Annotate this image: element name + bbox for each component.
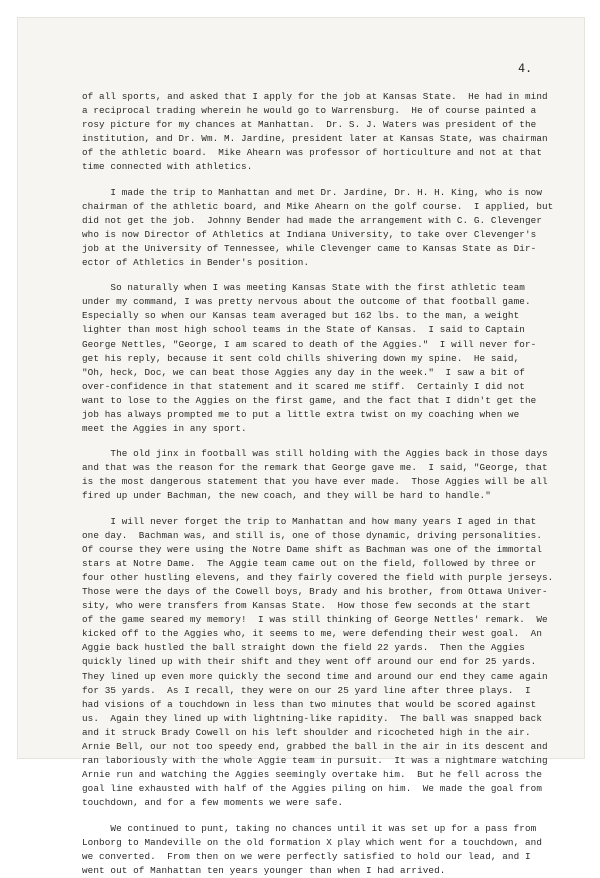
text-line: Lonborg to Mandeville on the old formation X play which went for a touchdown, and [82, 836, 543, 848]
text-line: They lined up even more quickly the second time and around our end they came again [82, 670, 548, 682]
text-line: kicked off to the Aggies who, it seems to me, were defending their west goal. An [82, 628, 543, 640]
paragraph [82, 447, 560, 503]
text-line: rosy picture for my chances at Manhattan. Dr. S. J. Waters was president of the [82, 119, 537, 131]
text-line: over-confidence in that statement and it scared me stiff. Certainly I did not [82, 380, 525, 392]
paragraph-gap [82, 436, 560, 447]
text-line: we converted. From then on we were perfectly satisfied to hold our lead, and I [82, 850, 531, 862]
paragraph-gap [82, 811, 560, 822]
text-line: us. Again they lined up with lightning-like rapidity. The ball was snapped back [82, 712, 543, 724]
text-line: ran laboriously with the whole Aggie team in pursuit. It was a nightmare watching [82, 755, 548, 767]
text-line: I made the trip to Manhattan and met Dr. Jardine, Dr. H. H. King, who is now [82, 186, 543, 198]
text-line: went out of Manhattan ten years younger than when I had arrived. [82, 864, 446, 876]
text-line: ector of Athletics in Bender's position. [82, 257, 310, 269]
paragraph [82, 515, 560, 811]
text-line: institution, and Dr. Wm. M. Jardine, president later at Kansas State, was chairman [82, 133, 548, 145]
text-line: stars at Notre Dame. The Aggie team came out on the field, followed by three or [82, 557, 537, 569]
paragraph-gap [82, 504, 560, 515]
text-line: lighter than most high school teams in the State of Kansas. I said to Captain [82, 324, 525, 336]
text-line: is the most dangerous statement that you have ever made. Those Aggies will be all [82, 476, 548, 488]
text-line: one day. Bachman was, and still is, one of those dynamic, driving personalities. [82, 529, 543, 541]
text-line: Those were the days of the Cowell boys, Brady and his brother, from Ottawa Univer- [82, 586, 548, 597]
text-line: of the game seared my memory! I was still thinking of George Nettles' remark. We [82, 614, 548, 626]
text-line: who is now Director of Athletics at Indiana University, to take over Clevenger's [82, 228, 537, 240]
text-line: quickly lined up with their shift and they went off around our end for 25 yards. [82, 656, 537, 668]
text-line: job at the University of Tennessee, while Clevenger came to Kansas State as Dir- [82, 242, 537, 254]
text-line: George Nettles, "George, I am scared to death of the Aggies." I will never for- [82, 338, 537, 350]
paragraph [82, 90, 560, 175]
text-line: had visions of a touchdown in less than two minutes that would be scored against [82, 698, 537, 710]
paragraph [82, 281, 560, 436]
text-line: chairman of the athletic board, and Mike Ahearn on the golf course. I applied, but [82, 200, 554, 212]
text-line: Aggie back hustled the ball straight down the field 22 yards. Then the Aggies [82, 642, 525, 654]
text-line: Of course they were using the Notre Dame shift as Bachman was one of the immortal [82, 543, 543, 555]
text-line: job has always prompted me to put a little extra twist on my coaching when we [82, 408, 520, 420]
text-line: meet the Aggies in any sport. [82, 423, 247, 435]
text-line: under my command, I was pretty nervous about the outcome of that football game. [82, 296, 531, 308]
text-line: Especially so when our Kansas team averaged but 162 lbs. to the man, a weight [82, 310, 520, 322]
text-line: for 35 yards. As I recall, they were on our 25 yard line after three plays. I [82, 684, 531, 696]
paragraph [82, 822, 560, 878]
text-line: want to lose to the Aggies on the first game, and the fact that I didn't get the [82, 394, 537, 406]
text-line: "Oh, heck, Doc, we can beat those Aggies any day in the week." I saw a bit of [82, 366, 525, 378]
paragraph [82, 186, 560, 271]
text-line: Arnie Bell, our not too speedy end, grabbed the ball in the air in its descent and [82, 741, 548, 753]
text-line: sity, who were transfers from Kansas State. How those few seconds at the start [82, 600, 531, 612]
text-line: and that was the reason for the remark that George gave me. I said, "George, that [82, 462, 548, 474]
text-line: Arnie run and watching the Aggies seemingly overtake him. But he fell across the [82, 769, 543, 781]
page-number: 4. [518, 61, 532, 75]
text-line: a reciprocal trading wherein he would go to Warrensburg. He of course painted a [82, 105, 537, 117]
text-line: and it struck Brady Cowell on his left shoulder and ricocheted high in the air. [82, 726, 531, 738]
text-line: goal line exhausted with half of the Aggies piling on him. We made the goal from [82, 783, 543, 795]
text-line: fired up under Bachman, the new coach, and they will be hard to handle." [82, 490, 491, 502]
text-line: The old jinx in football was still holding with the Aggies back in those days [82, 448, 548, 460]
text-line: of the athletic board. Mike Ahearn was professor of horticulture and not at that [82, 147, 543, 159]
text-line: We continued to punt, taking no chances until it was set up for a pass from [82, 822, 537, 834]
text-line: I will never forget the trip to Manhattan and how many years I aged in that [82, 515, 537, 527]
text-line: get his reply, because it sent cold chills shivering down my spine. He said, [82, 352, 520, 364]
text-line: So naturally when I was meeting Kansas State with the first athletic team [82, 282, 525, 294]
text-line: did not get the job. Johnny Bender had made the arrangement with C. G. Clevenger [82, 214, 543, 226]
typed-body [82, 90, 560, 878]
text-line: time connected with athletics. [82, 161, 253, 173]
text-line: touchdown, and for a few moments we were safe. [82, 797, 344, 809]
text-line: four other hustling elevens, and they fairly covered the field with purple jerseys. [82, 571, 554, 583]
typed-page [18, 18, 584, 876]
text-line: of all sports, and asked that I apply for the job at Kansas State. He had in mind [82, 91, 548, 102]
paragraph-gap [82, 175, 560, 186]
paragraph-gap [82, 270, 560, 281]
